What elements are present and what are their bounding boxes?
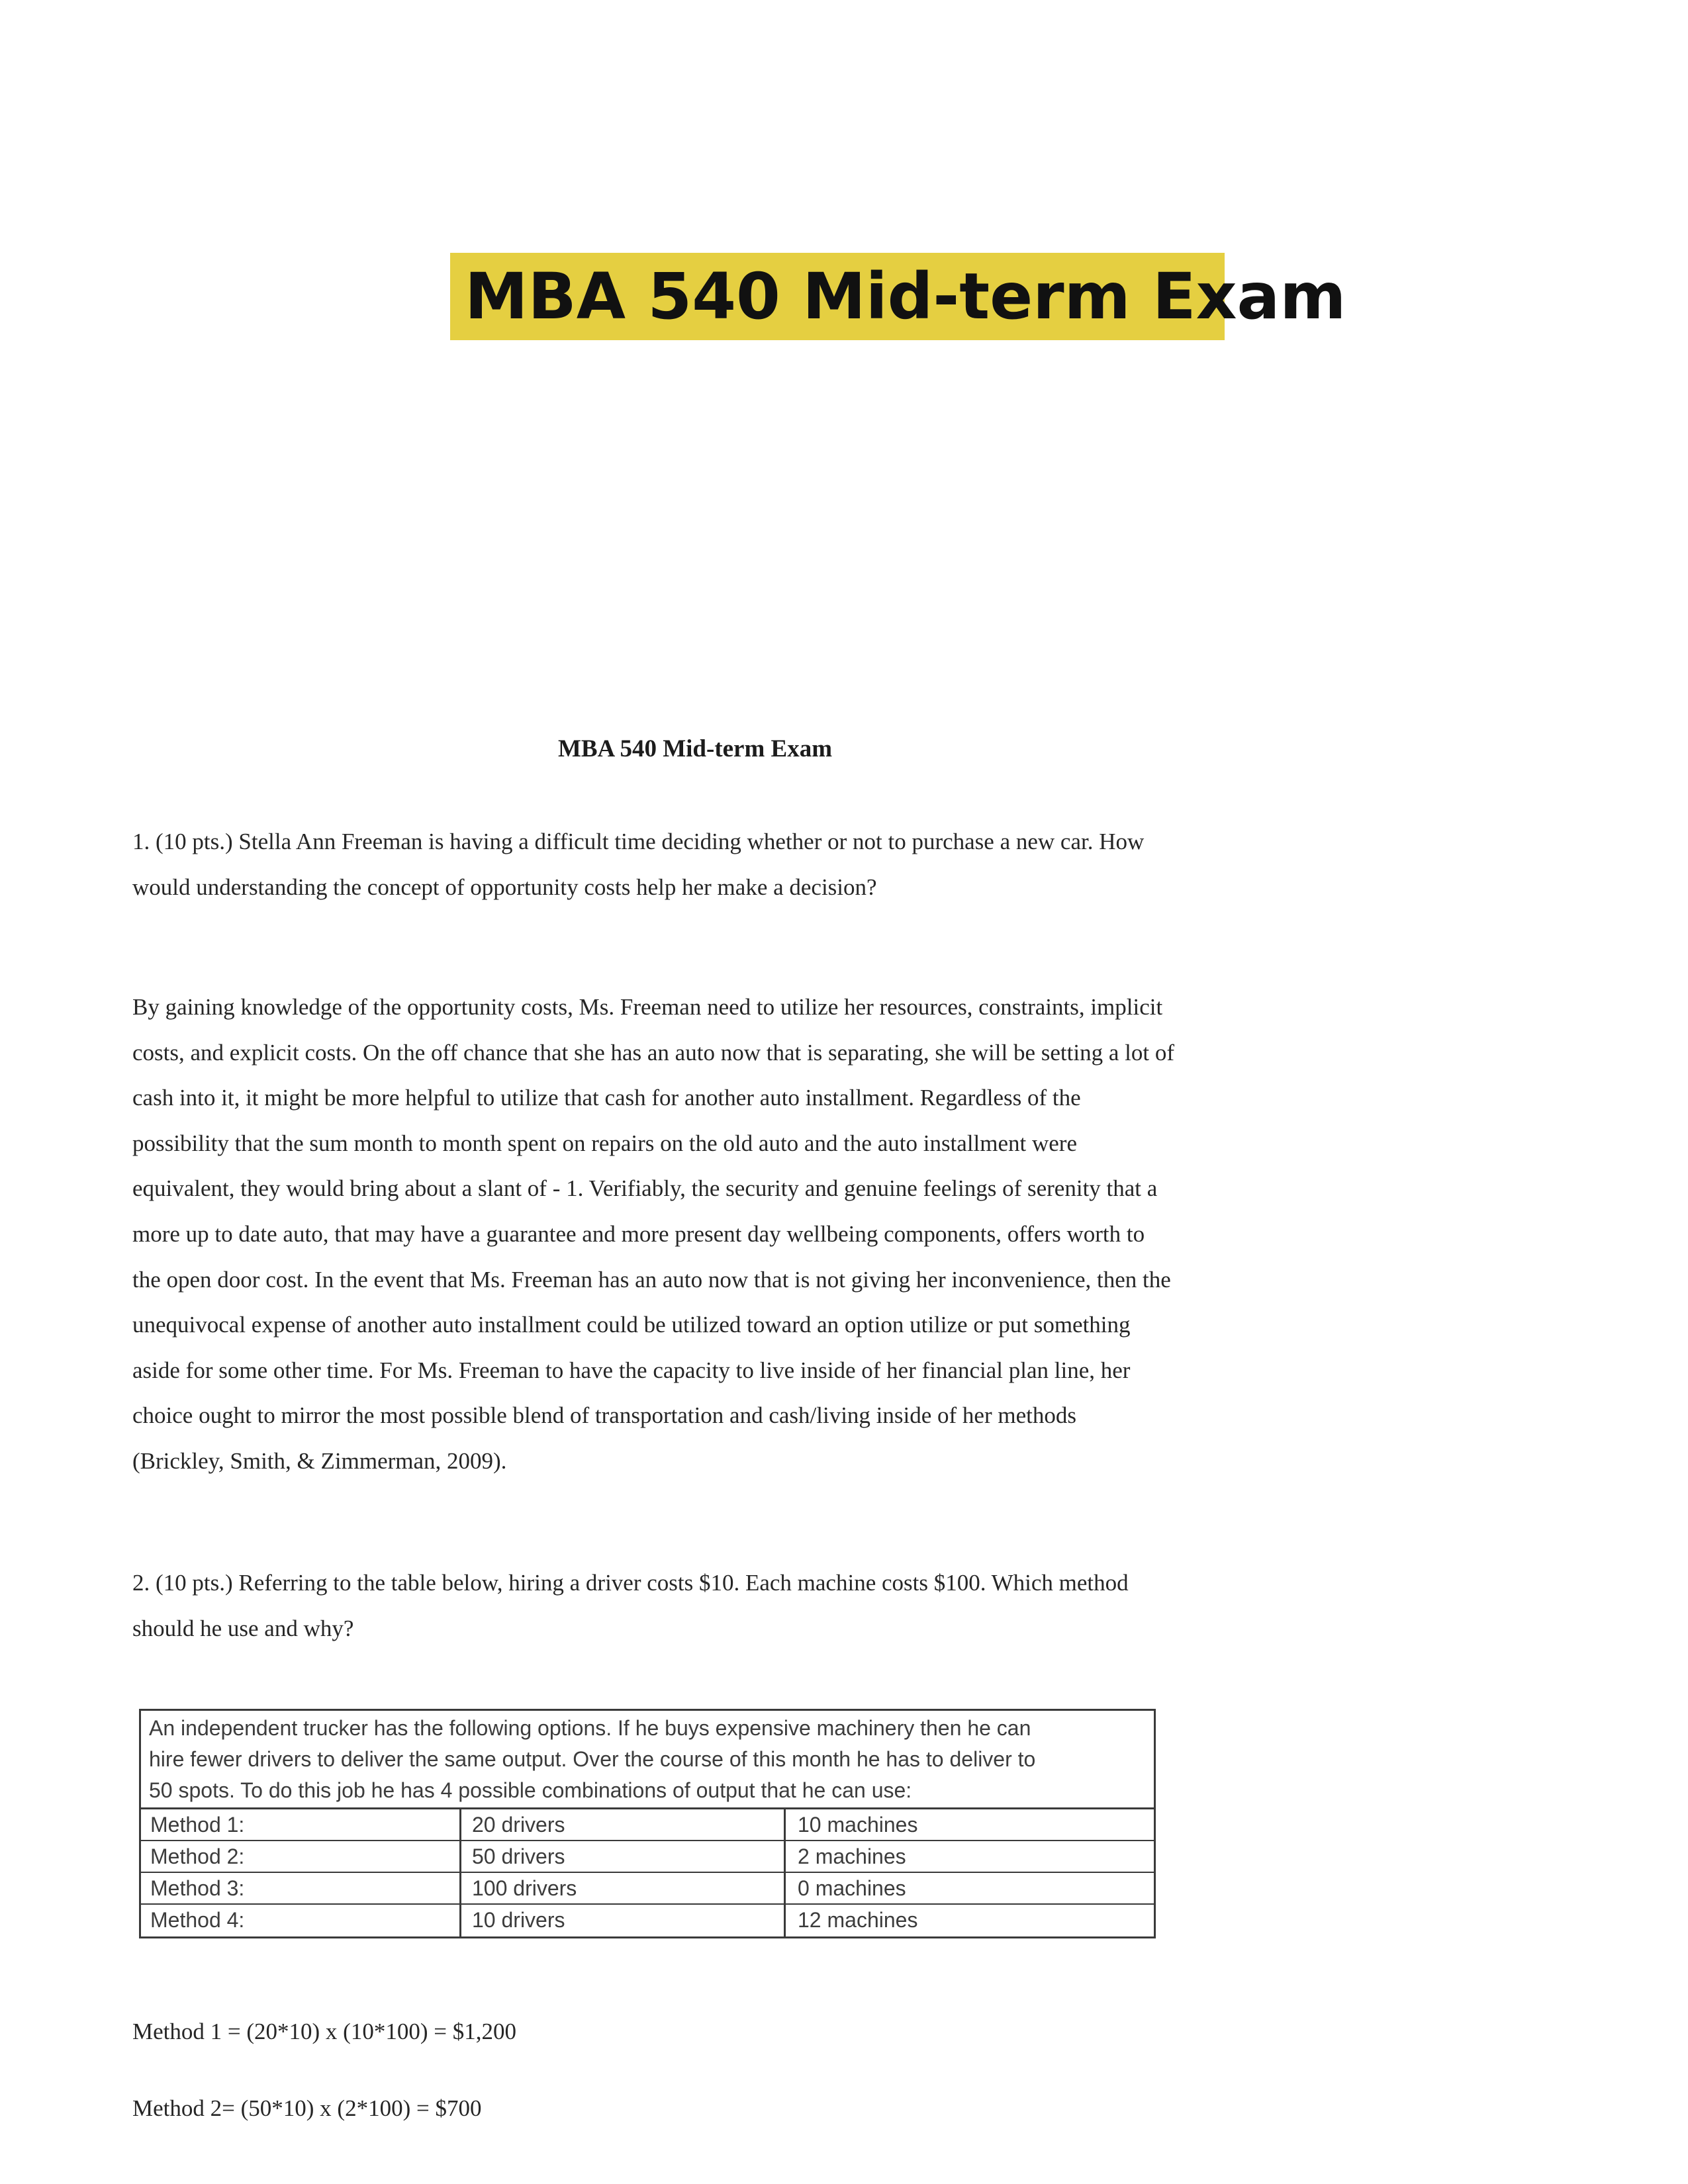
trucker-options-table bbox=[139, 1709, 1156, 1938]
question-1-line: 1. (10 pts.) Stella Ann Freeman is having a difficult time deciding whether or not to purchase a new car. How bbox=[132, 829, 1145, 854]
answer-1-line: aside for some other time. For Ms. Freeman to have the capacity to live inside of her financial plan line, her bbox=[132, 1357, 1131, 1383]
drivers-cell: 100 drivers bbox=[461, 1873, 786, 1903]
drivers-cell: 50 drivers bbox=[461, 1841, 786, 1872]
question-2-line: should he use and why? bbox=[132, 1615, 354, 1641]
answer-1-line: equivalent, they would bring about a slant of - 1. Verifiably, the security and genuine feelings of serenity that a bbox=[132, 1175, 1158, 1202]
machines-cell: 10 machines bbox=[798, 1813, 918, 1837]
method-cell: Method 1: bbox=[141, 1809, 461, 1840]
answer-1-line: cash into it, it might be more helpful to utilize that cash for another auto installment. Regardless of the bbox=[132, 1085, 1081, 1111]
drivers-cell: 10 drivers bbox=[461, 1905, 786, 1936]
machines-cell: 12 machines bbox=[798, 1908, 918, 1932]
answer-1 bbox=[132, 985, 1331, 1484]
question-1-line: would understanding the concept of opportunity costs help her make a decision? bbox=[132, 874, 877, 900]
question-1 bbox=[132, 819, 1331, 910]
method-1-calculation: Method 1 = (20*10) x (10*100) = $1,200 bbox=[132, 2019, 516, 2044]
answer-1-line: the open door cost. In the event that Ms. Freeman has an auto now that is not giving her inconvenience, then the bbox=[132, 1266, 1171, 1293]
answer-1-line: By gaining knowledge of the opportunity costs, Ms. Freeman need to utilize her resources, constraints, implicit bbox=[132, 994, 1163, 1020]
machines-cell: 2 machines bbox=[798, 1844, 906, 1868]
drivers-cell: 20 drivers bbox=[461, 1809, 786, 1840]
answer-1-line: (Brickley, Smith, & Zimmerman, 2009). bbox=[132, 1447, 507, 1474]
table-intro-line: hire fewer drivers to deliver the same output. Over the course of this month he has to deliver to bbox=[149, 1747, 1036, 1771]
question-2-line: 2. (10 pts.) Referring to the table below, hiring a driver costs $10. Each machine costs $100. Which method bbox=[132, 1570, 1129, 1596]
table-intro-line: An independent trucker has the following options. If he buys expensive machinery then he can bbox=[149, 1716, 1031, 1740]
table-row bbox=[141, 1841, 1154, 1873]
answer-1-line: more up to date auto, that may have a guarantee and more present day wellbeing components, offers worth to bbox=[132, 1220, 1145, 1247]
method-2-calculation: Method 2= (50*10) x (2*100) = $700 bbox=[132, 2095, 482, 2121]
table-intro bbox=[141, 1711, 1154, 1809]
table-intro-line: 50 spots. To do this job he has 4 possible combinations of output that he can use: bbox=[149, 1778, 912, 1802]
answer-1-line: unequivocal expense of another auto installment could be utilized toward an option utilize or put something bbox=[132, 1312, 1131, 1338]
method-cell: Method 3: bbox=[141, 1873, 461, 1903]
question-2 bbox=[132, 1561, 1331, 1651]
table-row bbox=[141, 1905, 1154, 1936]
answer-1-line: possibility that the sum month to month spent on repairs on the old auto and the auto installment were bbox=[132, 1130, 1078, 1156]
table-row bbox=[141, 1873, 1154, 1905]
answer-1-line: costs, and explicit costs. On the off chance that she has an auto now that is separating, she will be setting a lot of bbox=[132, 1039, 1174, 1066]
document-title: MBA 540 Mid-term Exam bbox=[557, 735, 833, 762]
answer-1-line: choice ought to mirror the most possible blend of transportation and cash/living inside of her methods bbox=[132, 1402, 1076, 1429]
method-cell: Method 2: bbox=[141, 1841, 461, 1872]
machines-cell: 0 machines bbox=[798, 1876, 906, 1900]
method-cell: Method 4: bbox=[141, 1905, 461, 1936]
banner-title: MBA 540 Mid-term Exam bbox=[465, 259, 1346, 334]
table-row bbox=[141, 1809, 1154, 1841]
title-banner bbox=[450, 253, 1346, 340]
